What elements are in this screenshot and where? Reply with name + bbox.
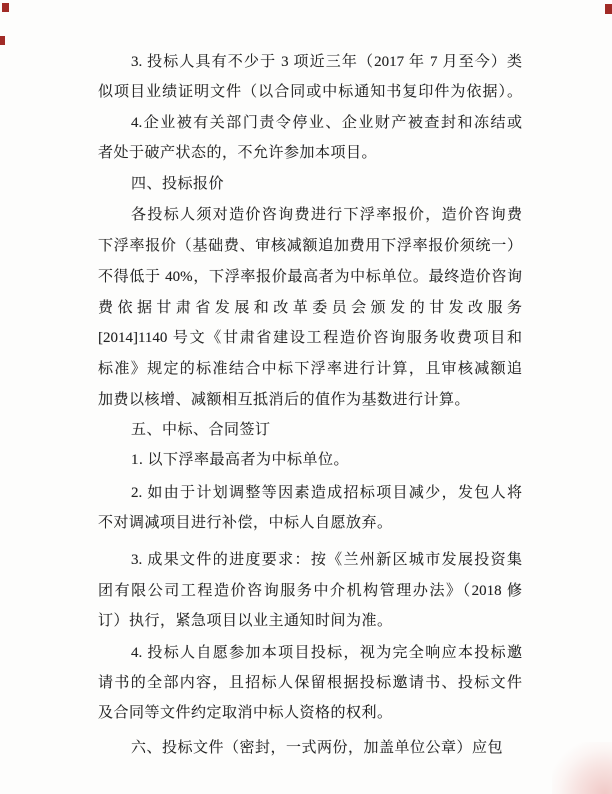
scan-mark-top-right — [605, 4, 612, 14]
text-line: 及合同等文件约定取消中标人资格的权利。 — [98, 705, 393, 721]
scan-mark-top-left — [2, 3, 9, 12]
text-line: 不得低于 40%，下浮率报价最高者为中标单位。最终造价咨询 — [98, 269, 522, 285]
text-line: 者处于破产状态的，不允许参加本项目。 — [98, 145, 378, 161]
text-lines — [98, 0, 522, 759]
text-line: 似项目业绩证明文件（以合同或中标通知书复印件为依据）。 — [98, 84, 522, 100]
text-line: 标准》规定的标准结合中标下浮率进行计算，且审核减额追 — [98, 361, 522, 377]
text-line: 3. 投标人具有不少于 3 项近三年（2017 年 7 月至今）类 — [131, 54, 522, 70]
text-line: 五、中标、合同签订 — [131, 422, 271, 438]
text-line: 请书的全部内容，且招标人保留根据投标邀请书、投标文件 — [98, 675, 522, 691]
text-line: 4. 投标人自愿参加本项目投标，视为完全响应本投标邀 — [131, 645, 522, 661]
text-line: 不对调减项目进行补偿，中标人自愿放弃。 — [98, 515, 393, 531]
text-line: [2014]1140 号文《甘肃省建设工程造价咨询服务收费项目和 — [98, 330, 522, 346]
text-line: 2. 如由于计划调整等因素造成招标项目减少，发包人将 — [131, 485, 522, 501]
scan-mark-left-edge — [0, 36, 5, 45]
text-line: 团有限公司工程造价咨询服务中介机构管理办法》（2018 修 — [98, 583, 522, 599]
text-line: 各投标人须对造价咨询费进行下浮率报价，造价咨询费 — [131, 207, 522, 223]
text-line: 加费以核增、减额相互抵消后的值作为基数进行计算。 — [98, 392, 471, 408]
text-line: 订）执行，紧急项目以业主通知时间为准。 — [98, 613, 393, 629]
text-line: 1. 以下浮率最高者为中标单位。 — [131, 452, 350, 468]
text-line: 费依据甘肃省发展和改革委员会颁发的甘发改服务 — [98, 300, 522, 316]
text-line: 4.企业被有关部门责令停业、企业财产被查封和冻结或 — [131, 115, 522, 131]
text-line: 六、投标文件（密封，一式两份，加盖单位公章）应包 — [131, 740, 504, 756]
text-line: 3. 成果文件的进度要求：按《兰州新区城市发展投资集 — [131, 552, 522, 568]
stamp-smudge-bottom-right — [552, 742, 612, 794]
text-line: 四、投标报价 — [131, 176, 225, 192]
text-line: 下浮率报价（基础费、审核减额追加费用下浮率报价须统一） — [98, 238, 522, 254]
